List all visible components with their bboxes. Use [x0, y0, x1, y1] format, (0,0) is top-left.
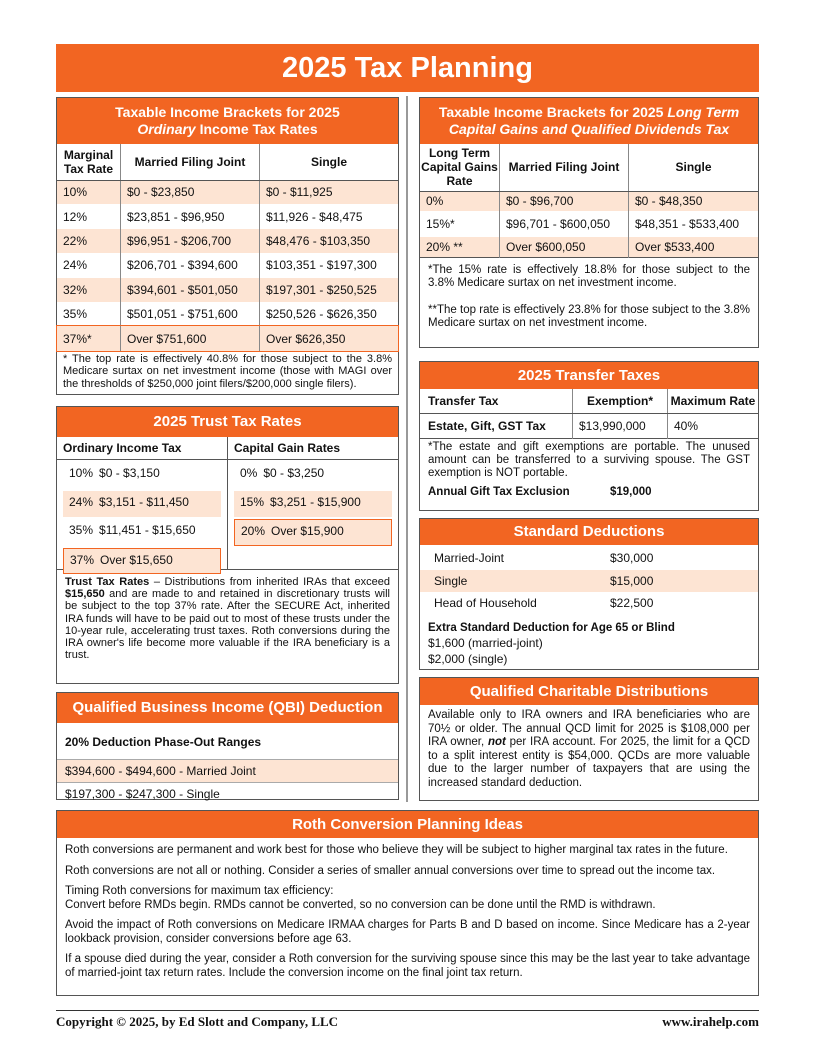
trust-rate: 20% — [241, 524, 266, 538]
trust-range: $3,151 - $11,450 — [99, 494, 189, 509]
trust-rate-row — [234, 462, 392, 489]
col-header-ltcg-single: Single — [629, 144, 759, 191]
gift-exclusion-row — [420, 480, 758, 498]
roth-idea-1: Roth conversions are permanent and work best for those who believe they will be subject to higher marginal tax rates in the future. — [65, 844, 728, 856]
capgains-section — [419, 97, 759, 348]
trust-ordinary-col — [57, 437, 228, 569]
capgains-header — [420, 98, 758, 144]
trust-rate: 15% — [240, 494, 265, 509]
trust-ordinary-header: Ordinary Income Tax — [57, 437, 227, 460]
standard-deduction-row — [420, 570, 758, 593]
trust-range: Over $15,900 — [271, 524, 344, 538]
capgains-bracket-row — [420, 237, 758, 257]
ordinary-bracket-row — [57, 229, 398, 253]
bracket-single: $197,301 - $250,525 — [266, 282, 377, 297]
transfer-note: *The estate and gift exemptions are portable. The unused amount can be transferred to a surviving spouse. The GST exemption is NOT portable. — [428, 440, 750, 479]
standard-deduction-value: $22,500 — [610, 596, 654, 610]
standard-header: Standard Deductions — [420, 519, 758, 545]
col-header-ltcg-mfj: Married Filing Joint — [500, 144, 629, 191]
roth-section — [56, 810, 759, 996]
column-divider — [406, 96, 408, 802]
transfer-row-exemption: $13,990,000 — [573, 413, 668, 438]
roth-idea-3a: Timing Roth conversions for maximum tax efficiency: — [65, 885, 334, 897]
bracket-mfj: $501,051 - $751,600 — [121, 302, 260, 326]
roth-idea-2: Roth conversions are not all or nothing. Consider a series of smaller annual conversions over time to spread out the income tax. — [65, 864, 716, 877]
bracket-mfj: $206,701 - $394,600 — [121, 253, 260, 277]
qbi-row-joint: $394,600 - $494,600 - Married Joint — [57, 759, 398, 783]
ordinary-title-line1: Taxable Income Brackets for 2025 — [115, 104, 340, 120]
col-header-mfj: Married Filing Joint — [121, 144, 260, 180]
page-title-bar — [56, 44, 759, 92]
roth-idea-3b: Convert before RMDs begin. RMDs cannot be converted, so no conversion can be done until the RMD is withdrawn. — [65, 898, 656, 911]
bracket-rate: 10% — [57, 180, 121, 204]
transfer-header: 2025 Transfer Taxes — [420, 362, 758, 389]
ordinary-bracket-row — [57, 204, 398, 228]
qcd-section — [419, 677, 759, 801]
standard-deduction-value: $15,000 — [610, 573, 654, 588]
ordinary-bracket-row — [57, 302, 398, 326]
trust-header: 2025 Trust Tax Rates — [57, 407, 398, 437]
ordinary-brackets-table — [57, 144, 398, 351]
bracket-rate: 32% — [57, 278, 121, 302]
ordinary-title-line2: Ordinary Income Tax Rates — [137, 121, 318, 137]
bracket-rate: 12% — [57, 204, 121, 228]
trust-capital-header: Capital Gain Rates — [228, 437, 398, 460]
bracket-mfj: $23,851 - $96,950 — [121, 204, 260, 228]
capgains-bracket-row — [420, 211, 758, 237]
ordinary-brackets-section — [56, 97, 399, 395]
col-header-single: Single — [260, 144, 399, 180]
ltcg-mfj: $96,701 - $600,050 — [500, 211, 629, 237]
trust-range: Over $15,650 — [100, 552, 173, 567]
extra-deduction-title: Extra Standard Deduction for Age 65 or Blind — [428, 621, 675, 634]
trust-range: $0 - $3,150 — [99, 466, 160, 480]
qbi-section — [56, 692, 399, 800]
trust-rate-row — [63, 462, 221, 489]
capgains-bracket-row — [420, 191, 758, 211]
roth-idea-5: If a spouse died during the year, consider a Roth conversion for the surviving spouse since this may be the last year to take advantage of married-joint tax return rates. Include the conversion income on the final joint tax return. — [65, 953, 750, 979]
ltcg-mfj: $0 - $96,700 — [500, 191, 629, 211]
trust-rate-row — [234, 491, 392, 518]
roth-idea-4: Avoid the impact of Roth conversions on Medicare IRMAA charges for Parts B and D based on income. Since Medicare has a 2-year lookback provision, consider conversions before age 63. — [65, 919, 750, 945]
trust-rate-row — [63, 491, 221, 518]
trust-rate: 0% — [240, 466, 258, 480]
ordinary-bracket-row — [57, 326, 398, 350]
capgains-title-line1: Taxable Income Brackets for 2025 Long Term — [438, 104, 740, 120]
ltcg-rate: 15%* — [420, 211, 500, 237]
trust-rate-row — [63, 519, 221, 546]
trust-capital-col — [228, 437, 398, 569]
transfer-row-rate: 40% — [674, 418, 699, 433]
standard-deduction-label: Single — [434, 573, 468, 588]
bracket-mfj: $0 - $23,850 — [121, 180, 260, 204]
bracket-single: $250,526 - $626,350 — [266, 307, 377, 322]
trust-rate-row — [234, 519, 392, 546]
standard-deduction-value: $30,000 — [610, 551, 654, 565]
ltcg-single: Over $533,400 — [635, 239, 715, 254]
bracket-single: $11,926 - $48,475 — [266, 209, 363, 224]
trust-rate: 35% — [69, 523, 94, 537]
trust-paragraph: Trust Tax Rates – Distributions from inherited IRAs that exceed $15,650 and are made to and retained in discretionary trusts will be subject to the top 37% rate. After the SECURE Act, inherited IRA funds will have to be paid out to most of these trusts under the 10-year rule, accelerating trust taxes. Roth conversions during the IRA owner's life become more valuable if the IRA beneficiary is a trust. — [65, 576, 390, 662]
ltcg-single: $48,351 - $533,400 — [635, 217, 740, 231]
ordinary-bracket-row — [57, 180, 398, 204]
ltcg-rate: 20% ** — [420, 237, 500, 257]
qcd-header: Qualified Charitable Distributions — [420, 678, 758, 705]
transfer-table — [420, 389, 758, 439]
ordinary-brackets-header — [57, 98, 398, 144]
ltcg-rate: 0% — [420, 191, 500, 211]
bracket-rate: 24% — [57, 253, 121, 277]
standard-deduction-row — [420, 592, 758, 615]
bracket-single: $48,476 - $103,350 — [266, 233, 371, 248]
transfer-section — [419, 361, 759, 511]
gift-exclusion-value: $19,000 — [610, 485, 652, 498]
col-header-exemption: Exemption* — [573, 389, 668, 413]
col-header-rate: Marginal Tax Rate — [57, 144, 121, 180]
capgains-note2: **The top rate is effectively 23.8% for those subject to the 3.8% Medicare surtax on net investment income. — [428, 303, 750, 329]
qbi-header: Qualified Business Income (QBI) Deduction — [57, 693, 398, 723]
bracket-rate: 22% — [57, 229, 121, 253]
qbi-subtitle: 20% Deduction Phase-Out Ranges — [65, 735, 262, 749]
footer-rule — [56, 1010, 759, 1011]
capgains-table — [420, 144, 758, 258]
bracket-rate: 37%* — [57, 326, 121, 350]
trust-rate: 37% — [70, 552, 95, 567]
ordinary-footnote: * The top rate is effectively 40.8% for those subject to the 3.8% Medicare surtax on net investment income (those with MAGI over the thresholds of $250,000 joint filers/$200,000 single filers). — [63, 352, 392, 390]
bracket-mfj: $96,951 - $206,700 — [121, 229, 260, 253]
trust-range: $3,251 - $15,900 — [270, 494, 361, 509]
standard-deduction-label: Married-Joint — [434, 551, 505, 565]
footer-copyright: Copyright © 2025, by Ed Slott and Company, LLC — [56, 1014, 339, 1029]
capgains-title-line2: Capital Gains and Qualified Dividends Tax — [448, 121, 730, 137]
trust-range: $0 - $3,250 — [263, 466, 325, 480]
col-header-ltcg-rate: Long Term Capital Gains Rate — [420, 144, 500, 191]
ordinary-bracket-row — [57, 253, 398, 277]
bracket-single: $0 - $11,925 — [266, 185, 333, 200]
trust-rate: 24% — [69, 494, 94, 509]
extra-deduction-single: $2,000 (single) — [428, 651, 508, 666]
ordinary-bracket-row — [57, 278, 398, 302]
page-title: 2025 Tax Planning — [282, 52, 533, 84]
ltcg-mfj: Over $600,050 — [500, 237, 629, 257]
gift-exclusion-label: Annual Gift Tax Exclusion — [428, 485, 570, 498]
qcd-text: Available only to IRA owners and IRA beneficiaries who are 70½ or older. The annual QCD limit for 2025 is $108,000 per IRA owner, not per IRA account. For 2025, the limit for a QCD to a split interest entity is $54,000. QCDs are more valuable due to the larger number of taxpayers that are using the increased standard deduction. — [428, 709, 751, 789]
col-header-transfer-tax: Transfer Tax — [420, 389, 573, 413]
trust-range: $11,451 - $15,650 — [99, 523, 196, 537]
extra-deduction-married: $1,600 (married-joint) — [428, 635, 543, 650]
roth-header: Roth Conversion Planning Ideas — [57, 811, 758, 838]
transfer-row-label: Estate, Gift, GST Tax — [420, 413, 573, 438]
bracket-single: Over $626,350 — [266, 331, 346, 346]
capgains-note1: *The 15% rate is effectively 18.8% for those subject to the 3.8% Medicare surtax on net investment income. — [428, 263, 750, 289]
bracket-rate: 35% — [57, 302, 121, 326]
standard-deduction-row — [420, 547, 758, 570]
col-header-max-rate: Maximum Rate — [668, 389, 759, 413]
bracket-mfj: $394,601 - $501,050 — [121, 278, 260, 302]
footer-website[interactable]: www.irahelp.com — [662, 1014, 759, 1029]
standard-section — [419, 518, 759, 670]
trust-rate-row — [63, 548, 221, 575]
bracket-mfj: Over $751,600 — [121, 326, 260, 350]
ltcg-single: $0 - $48,350 — [635, 194, 703, 209]
bracket-single: $103,351 - $197,300 — [266, 258, 377, 273]
qbi-row-single: $197,300 - $247,300 - Single — [65, 787, 220, 801]
trust-section — [56, 406, 399, 684]
trust-rate: 10% — [69, 466, 94, 480]
standard-deduction-label: Head of Household — [434, 596, 537, 610]
